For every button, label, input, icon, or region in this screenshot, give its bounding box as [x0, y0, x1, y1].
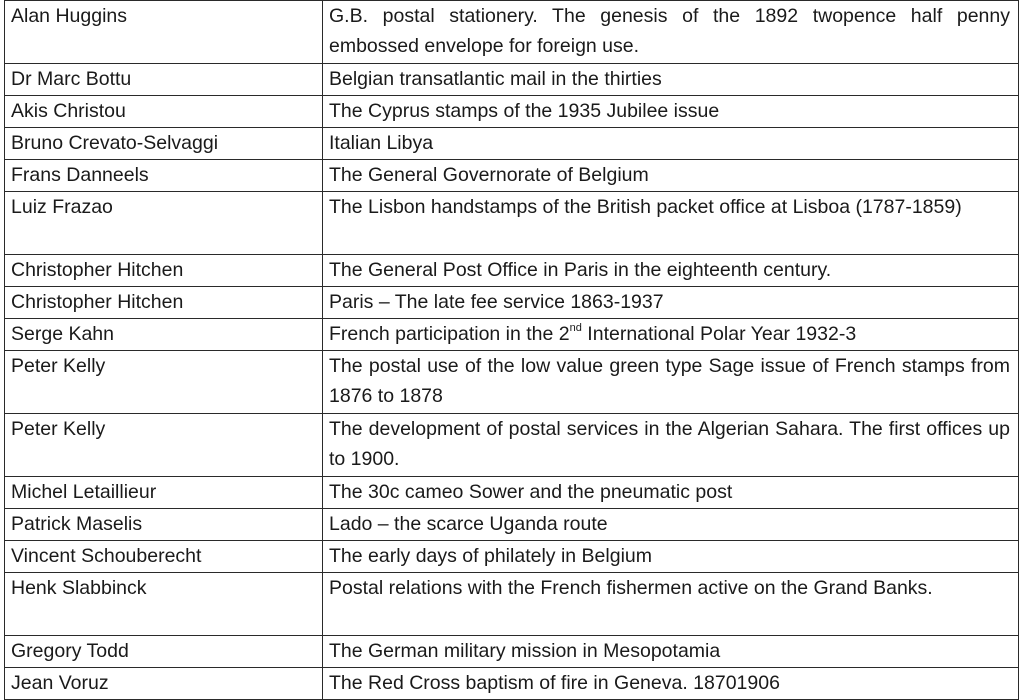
talk-title: The General Post Office in Paris in the eighteenth century.	[323, 255, 1019, 287]
talk-title: Paris – The late fee service 1863-1937	[323, 287, 1019, 319]
talk-title: Lado – the scarce Uganda route	[323, 509, 1019, 541]
table-row	[5, 351, 1019, 414]
talk-title: The postal use of the low value green type Sage issue of French stamps from 1876 to 1878	[323, 351, 1019, 414]
talk-title: The early days of philately in Belgium	[323, 541, 1019, 573]
speaker-name: Frans Danneels	[5, 160, 323, 192]
speaker-name: Patrick Maselis	[5, 509, 323, 541]
table-row	[5, 573, 1019, 636]
talk-title: Belgian transatlantic mail in the thirties	[323, 64, 1019, 96]
speaker-name: Serge Kahn	[5, 319, 323, 351]
speaker-name: Gregory Todd	[5, 636, 323, 668]
speaker-name: Vincent Schouberecht	[5, 541, 323, 573]
table-row	[5, 541, 1019, 573]
table-row	[5, 128, 1019, 160]
talk-title: The Cyprus stamps of the 1935 Jubilee issue	[323, 96, 1019, 128]
table-row	[5, 160, 1019, 192]
speakers-table	[4, 0, 1019, 700]
speaker-name: Jean Voruz	[5, 668, 323, 700]
talk-title: The General Governorate of Belgium	[323, 160, 1019, 192]
ordinal-suffix: nd	[569, 322, 582, 334]
talk-title: G.B. postal stationery. The genesis of the 1892 twopence half penny embossed envelope for foreign use.	[323, 1, 1019, 64]
talk-title: Italian Libya	[323, 128, 1019, 160]
table-row	[5, 1, 1019, 64]
table-row	[5, 192, 1019, 255]
speaker-name: Luiz Frazao	[5, 192, 323, 255]
talk-title: The Lisbon handstamps of the British packet office at Lisboa (1787-1859)	[323, 192, 1019, 255]
speaker-name: Christopher Hitchen	[5, 287, 323, 319]
table-row	[5, 636, 1019, 668]
talk-title-text: French participation in the 2	[329, 323, 570, 345]
speaker-name: Alan Huggins	[5, 1, 323, 64]
talk-title: Postal relations with the French fishermen active on the Grand Banks.	[323, 573, 1019, 636]
talk-title: The German military mission in Mesopotamia	[323, 636, 1019, 668]
table-row	[5, 64, 1019, 96]
table-row	[5, 287, 1019, 319]
speaker-name: Henk Slabbinck	[5, 573, 323, 636]
talk-title: The Red Cross baptism of fire in Geneva. 18701906	[323, 668, 1019, 700]
speaker-name: Christopher Hitchen	[5, 255, 323, 287]
talk-title: The 30c cameo Sower and the pneumatic post	[323, 477, 1019, 509]
table-row	[5, 509, 1019, 541]
speaker-name: Bruno Crevato-Selvaggi	[5, 128, 323, 160]
speaker-name: Peter Kelly	[5, 414, 323, 477]
speakers-table-body	[5, 1, 1019, 700]
talk-title	[323, 319, 1019, 351]
speaker-name: Peter Kelly	[5, 351, 323, 414]
talk-title: The development of postal services in the Algerian Sahara. The first offices up to 1900.	[323, 414, 1019, 477]
table-row	[5, 414, 1019, 477]
table-row	[5, 255, 1019, 287]
speaker-name: Akis Christou	[5, 96, 323, 128]
table-row	[5, 96, 1019, 128]
speaker-name: Dr Marc Bottu	[5, 64, 323, 96]
table-row	[5, 477, 1019, 509]
talk-title-text: International Polar Year 1932-3	[581, 323, 857, 345]
table-row	[5, 319, 1019, 351]
speaker-name: Michel Letaillieur	[5, 477, 323, 509]
table-row	[5, 668, 1019, 700]
